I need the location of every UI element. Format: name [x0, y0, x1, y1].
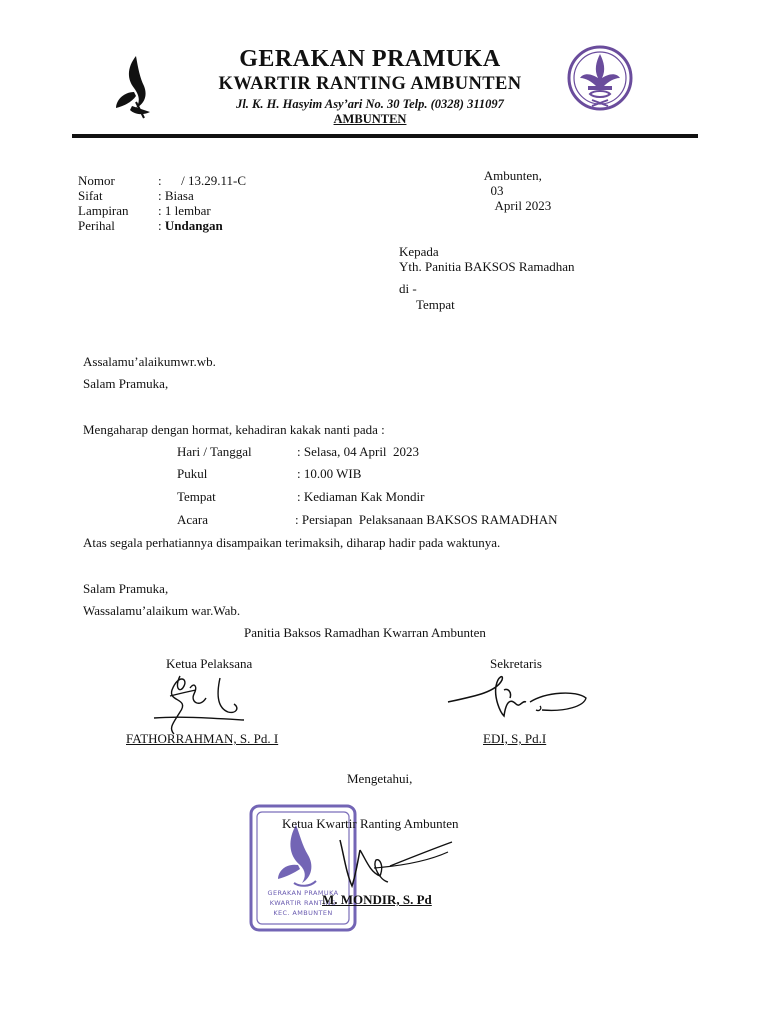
bottom-signer-title: Ketua Kwartir Ranting Ambunten — [282, 816, 459, 831]
meta-sifat-label: Sifat — [78, 188, 103, 203]
org-address: Jl. K. H. Hasyim Asy’ari No. 30 Telp. (0328) 311097 — [236, 97, 504, 111]
intro-text: Mengaharap dengan hormat, kehadiran kakak nanti pada : — [83, 422, 385, 437]
detail-hari-value: : Selasa, 04 April 2023 — [297, 444, 420, 459]
bottom-signer-name: M. MONDIR, S. Pd — [322, 892, 432, 907]
acknowledge-text: Mengetahui, — [347, 771, 413, 786]
date-month-year: April 2023 — [494, 198, 552, 213]
closing-salam: Salam Pramuka, — [83, 581, 169, 596]
detail-acara-value: : Persiapan Pelaksanaan BAKSOS RAMADHAN — [295, 512, 558, 527]
recipient-name: Yth. Panitia BAKSOS Ramadhan — [399, 259, 575, 274]
closing-text: Atas segala perhatiannya disampaikan terimaksih, diharap hadir pada waktunya. — [83, 535, 501, 550]
detail-tempat-label: Tempat — [177, 489, 216, 504]
tunas-kelapa-logo-icon — [110, 52, 162, 122]
committee-name: Panitia Baksos Ramadhan Kwarran Ambunten — [244, 625, 486, 640]
detail-pukul-value: : 10.00 WIB — [297, 466, 362, 481]
meta-perihal-label: Perihal — [78, 218, 115, 233]
closing-wassalamu: Wassalamu’alaikum war.Wab. — [83, 603, 241, 618]
left-signer-name: FATHORRAHMAN, S. Pd. I — [126, 731, 279, 746]
org-city: AMBUNTEN — [333, 112, 407, 126]
right-signer-name: EDI, S, Pd.I — [483, 731, 547, 746]
org-subtitle: KWARTIR RANTING AMBUNTEN — [218, 74, 522, 94]
left-signer-title: Ketua Pelaksana — [166, 656, 253, 671]
date-day: 03 — [490, 183, 504, 198]
detail-tempat-value: : Kediaman Kak Mondir — [297, 489, 425, 504]
greeting-salam: Salam Pramuka, — [83, 376, 169, 391]
right-signer-title: Sekretaris — [490, 656, 542, 671]
org-name: GERAKAN PRAMUKA — [239, 46, 501, 72]
header-divider — [72, 134, 698, 138]
stamp-line2: KWARTIR RANTING — [269, 899, 337, 907]
meta-perihal-row — [158, 218, 223, 233]
detail-pukul-label: Pukul — [177, 466, 208, 481]
greeting-assalamu: Assalamu’alaikumwr.wb. — [83, 354, 216, 369]
left-signature-icon — [150, 668, 250, 738]
recipient-di: di - — [399, 281, 417, 296]
meta-lampiran-label: Lampiran — [78, 203, 129, 218]
stamp-line3: KEC. AMBUNTEN — [273, 909, 333, 917]
meta-perihal-value: Undangan — [164, 218, 223, 233]
detail-acara-label: Acara — [177, 512, 209, 527]
recipient-tempat: Tempat — [416, 297, 455, 312]
meta-lampiran-value: : 1 lembar — [158, 203, 211, 218]
meta-perihal-sep: : — [158, 218, 165, 233]
meta-nomor-label: Nomor — [78, 173, 115, 188]
scout-emblem-icon — [566, 44, 634, 114]
meta-nomor-value: : / 13.29.11-C — [158, 173, 246, 188]
right-signature-icon — [446, 672, 590, 732]
meta-sifat-value: : Biasa — [158, 188, 194, 203]
recipient-kepada: Kepada — [399, 244, 439, 259]
bottom-signature-icon — [330, 836, 460, 896]
detail-hari-label: Hari / Tanggal — [177, 444, 252, 459]
letter-date — [478, 153, 551, 213]
date-place: Ambunten, — [483, 168, 542, 183]
stamp-line1: GERAKAN PRAMUKA — [267, 889, 339, 897]
